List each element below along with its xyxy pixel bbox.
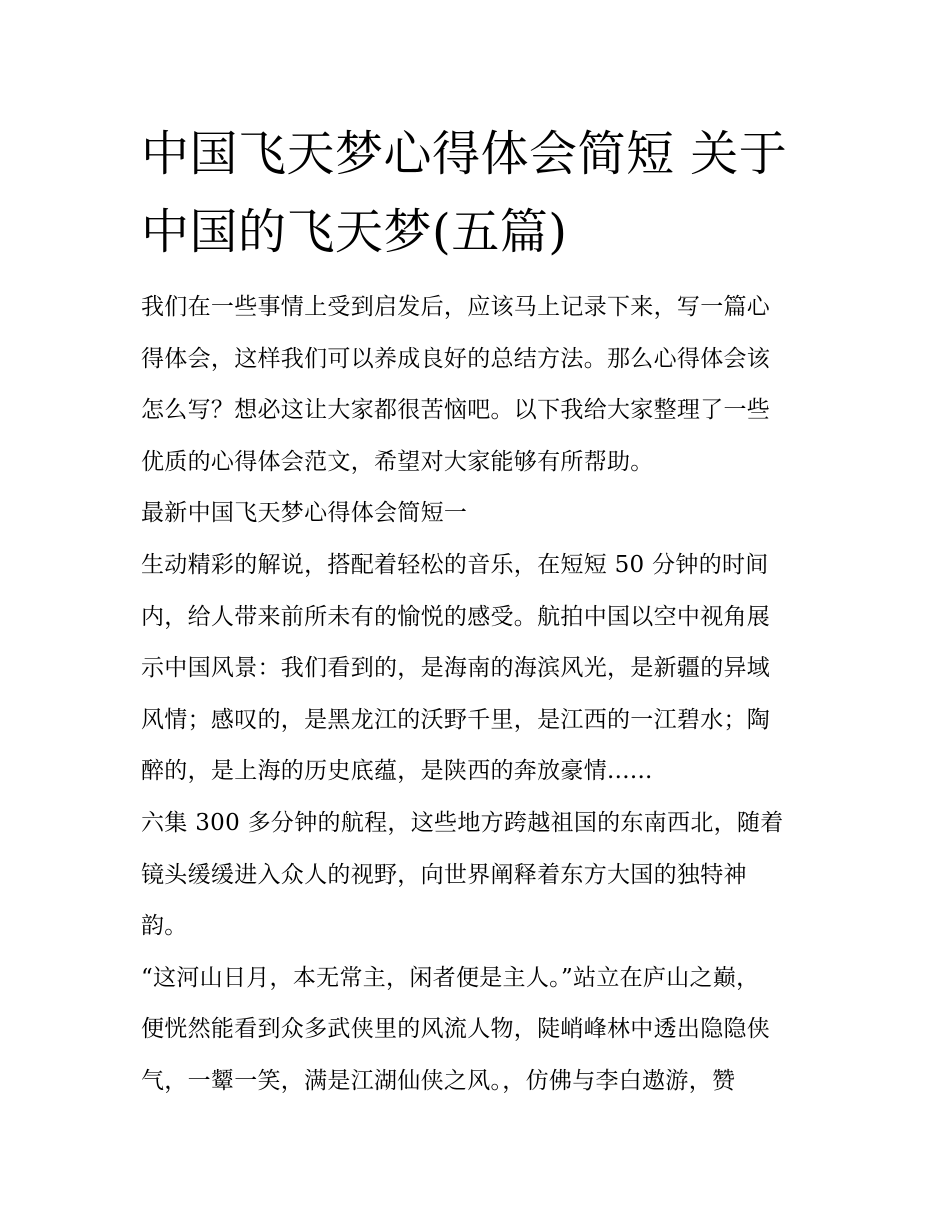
title-line-1: 中国飞天梦心得体会简短 关于 (141, 126, 788, 182)
section-heading: 最新中国飞天梦心得体会简短一 (141, 500, 468, 527)
document-title (141, 115, 821, 271)
paragraph-1-line-1: 生动精彩的解说，搭配着轻松的音乐，在短短 50 分钟的时间 (141, 551, 769, 578)
paragraph-3-line-1: “这河山日月，本无常主，闲者便是主人。”站立在庐山之巅， (141, 964, 760, 991)
intro-line-3: 怎么写？想必这让大家都很苦恼吧。以下我给大家整理了一些 (141, 397, 771, 424)
paragraph-1-line-5: 醉的，是上海的历史底蕴，是陕西的奔放豪情...... (141, 758, 653, 785)
intro-line-2: 得体会，这样我们可以养成良好的总结方法。那么心得体会该 (141, 345, 771, 372)
paragraph-1-line-4: 风情；感叹的，是黑龙江的沃野千里，是江西的一江碧水；陶 (141, 706, 771, 733)
paragraph-3-line-3: 气，一颦一笑，满是江湖仙侠之风。，仿佛与李白遨游，赞 (141, 1067, 736, 1094)
paragraph-2-line-3: 韵。 (141, 913, 188, 940)
paragraph-2-line-1: 六集 300 多分钟的航程，这些地方跨越祖国的东南西北，随着 (141, 809, 784, 836)
paragraph-1-line-3: 示中国风景：我们看到的，是海南的海滨风光，是新疆的异域 (141, 655, 771, 682)
intro-line-1: 我们在一些事情上受到启发后，应该马上记录下来，写一篇心 (141, 294, 771, 320)
title-line-2: 中国的飞天梦(五篇) (141, 204, 568, 260)
intro-line-4: 优质的心得体会范文，希望对大家能够有所帮助。 (141, 448, 654, 475)
paragraph-2-line-2: 镜头缓缓进入众人的视野，向世界阐释着东方大国的独特神 (141, 861, 747, 888)
document-body (141, 282, 831, 1108)
paragraph-1-line-2: 内，给人带来前所未有的愉悦的感受。航拍中国以空中视角展 (141, 603, 771, 630)
paragraph-3-line-2: 便恍然能看到众多武侠里的风流人物，陡峭峰林中透出隐隐侠 (141, 1016, 771, 1043)
